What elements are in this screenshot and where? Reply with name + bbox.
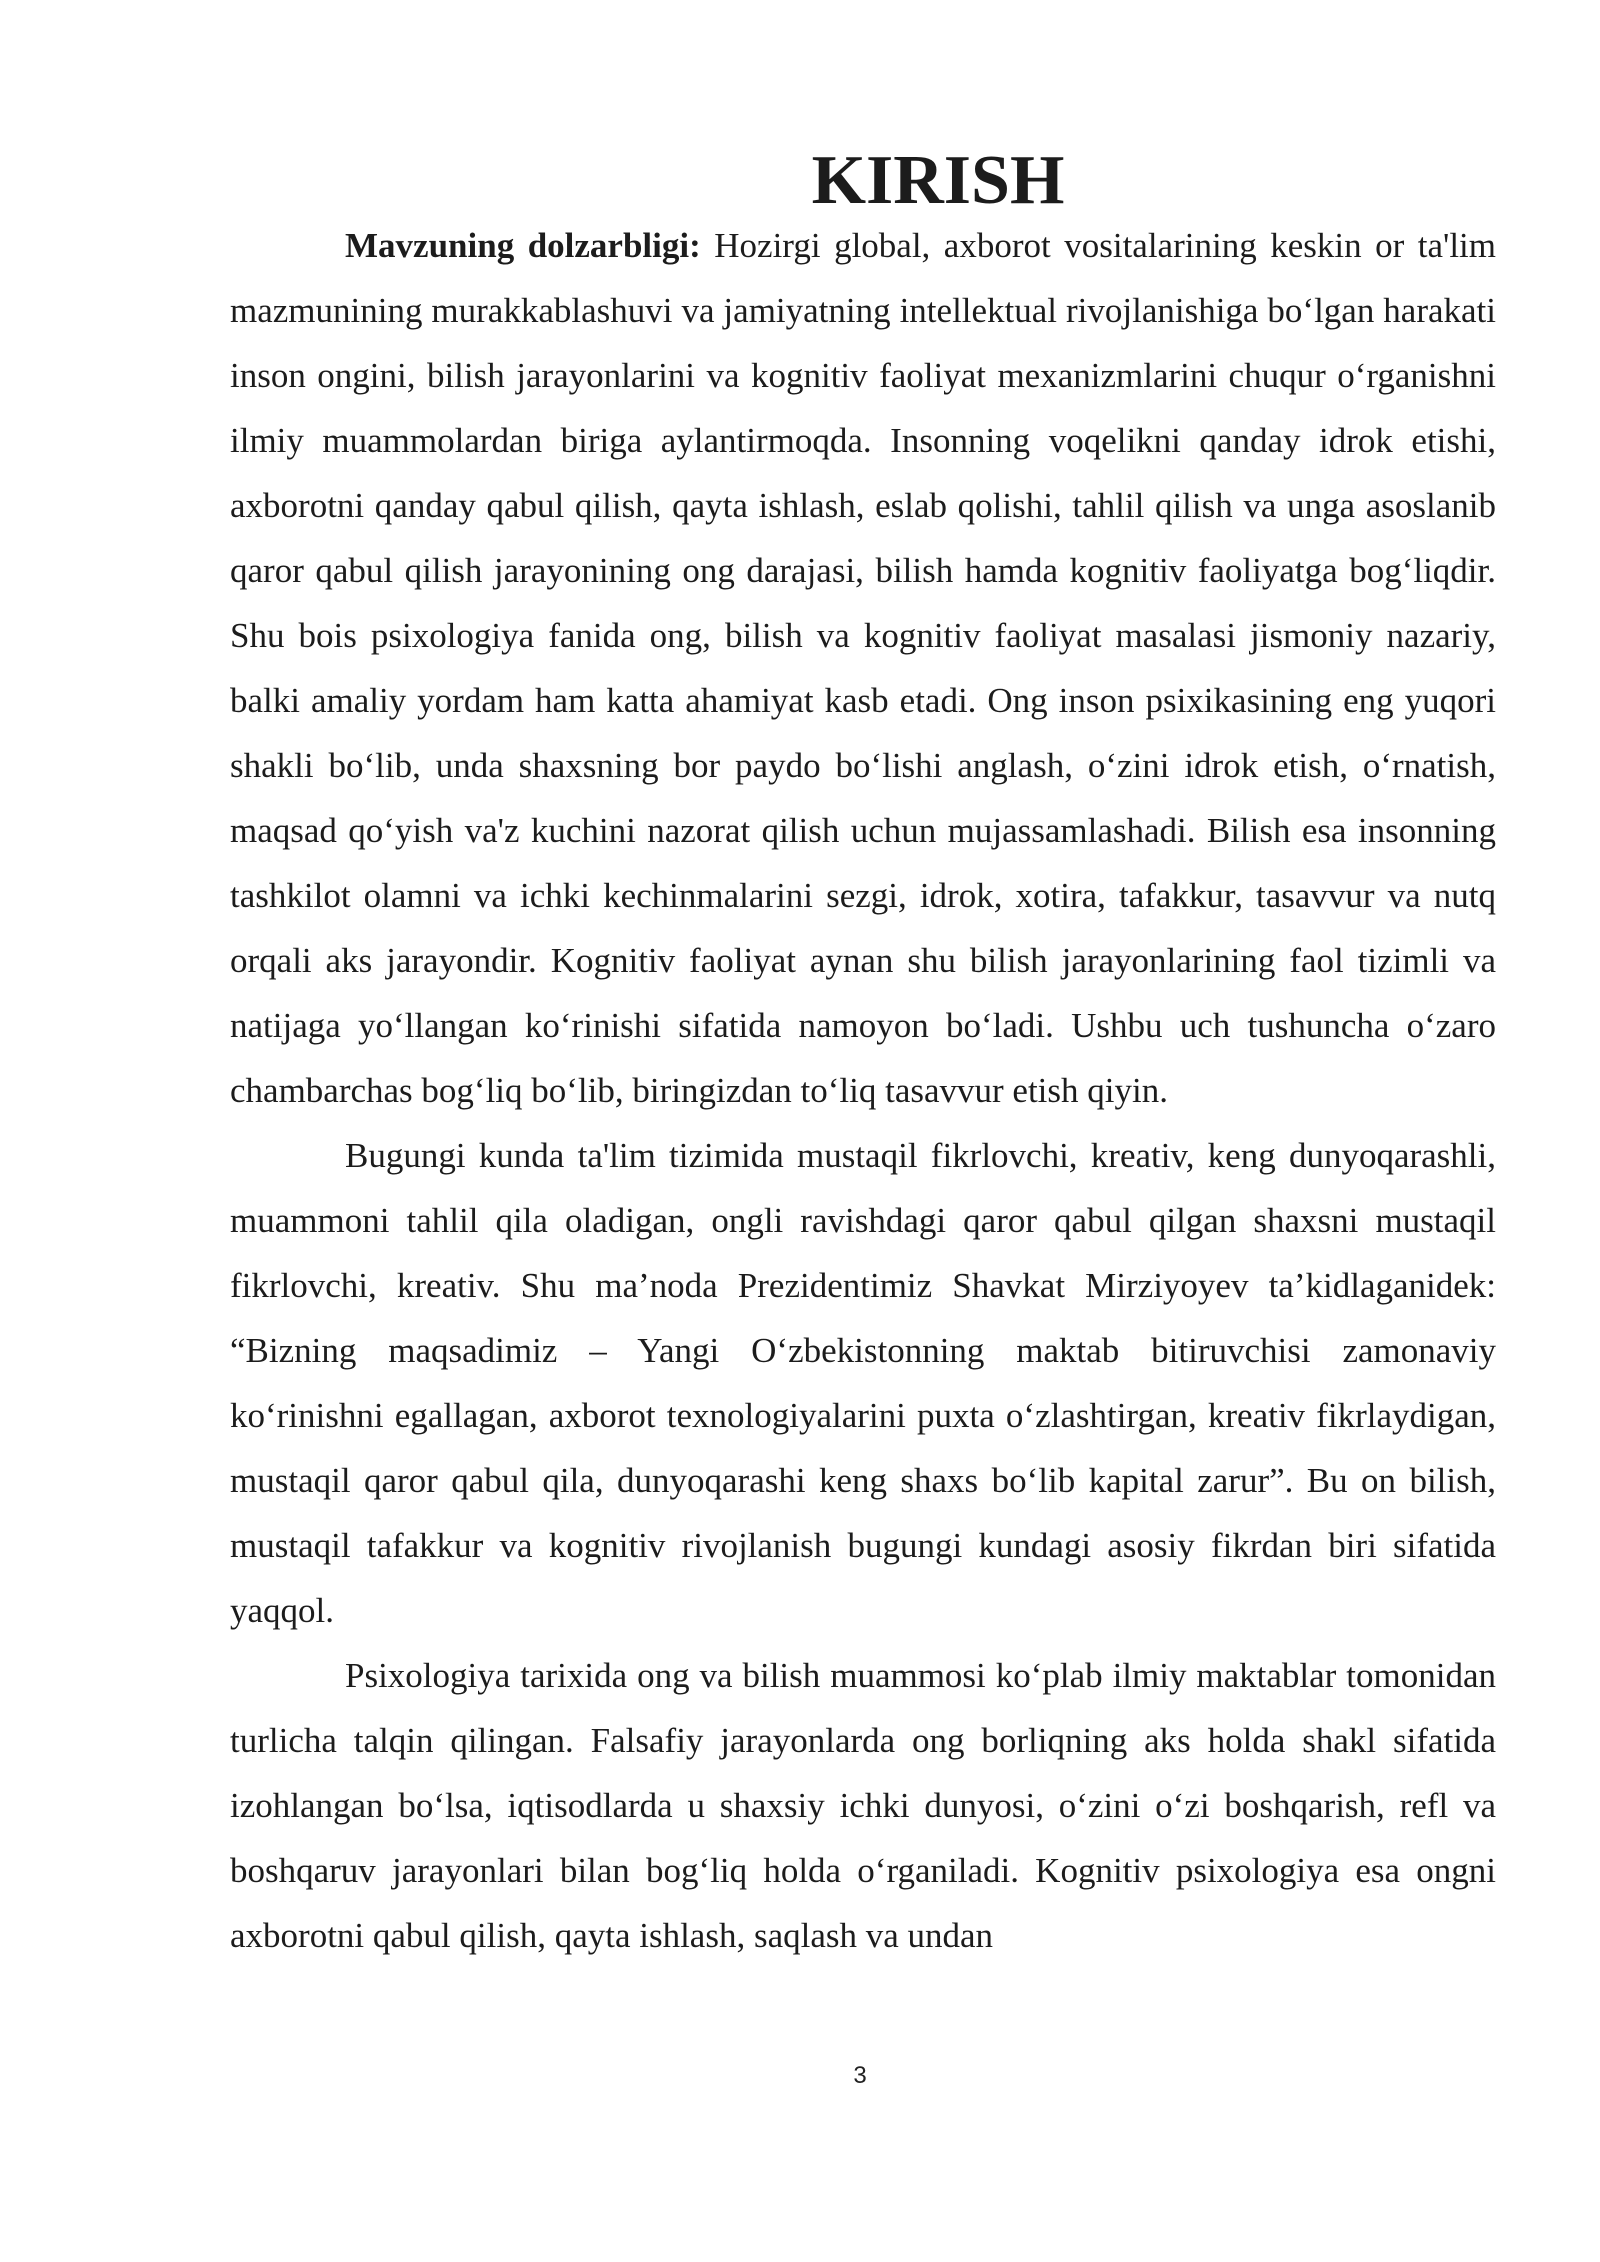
paragraph-lead-label: Mavzuning dolzarbligi: <box>345 226 701 265</box>
paragraph-relevance <box>230 213 1496 1123</box>
page-number: 3 <box>853 2062 867 2089</box>
paragraph-text: Hozirgi global, axborot vositalarining keskin or ta'lim mazmunining murakkablashuvi va jamiyatning intellektual rivojlanishiga bo‘lgan harakati inson ongini, bilish jarayonlarini va kognitiv faoliyat mexanizmlarini chuqur o‘rganishni ilmiy muammolardan biriga aylantirmoqda. Insonning voqelikni qanday idrok etishi, axborotni qanday qabul qilish, qayta ishlash, eslab qolishi, tahlil qilish va unga asoslanib qaror qabul qilish jarayonining ong darajasi, bilish hamda kognitiv faoliyatga bog‘liqdir. Shu bois psixologiya fanida ong, bilish va kognitiv faoliyat masalasi jismoniy nazariy, balki amaliy yordam ham katta ahamiyat kasb etadi. Ong inson psixikasining eng yuqori shakli bo‘lib, unda shaxsning bor paydo bo‘lishi anglash, o‘zini idrok etish, o‘rnatish, maqsad qo‘yish va'z kuchini nazorat qilish uchun mujassamlashadi. Bilish esa insonning tashkilot olamni va ichki kechinmalarini sezgi, idrok, xotira, tafakkur, tasavvur va nutq orqali aks jarayondir. Kognitiv faoliyat aynan shu bilish jarayonlarining faol tizimli va natijaga yo‘llangan ko‘rinishi sifatida namoyon bo‘ladi. Ushbu uch tushuncha o‘zaro chambarchas bog‘liq bo‘lib, biringizdan to‘liq tasavvur etish qiyin. <box>230 226 1497 1110</box>
paragraph-education: Bugungi kunda ta'lim tizimida mustaqil fikrlovchi, kreativ, keng dunyoqarashli, muammoni tahlil qila oladigan, ongli ravishdagi qaror qabul qilgan shaxsni mustaqil fikrlovchi, kreativ. Shu ma’noda Prezidentimiz Shavkat Mirziyoyev ta’kidlaganidek: “Bizning maqsadimiz – Yangi O‘zbekistonning maktab bitiruvchisi zamonaviy ko‘rinishni egallagan, axborot texnologiyalarini puxta o‘zlashtirgan, kreativ fikrlaydigan, mustaqil qaror qabul qila, dunyoqarashi keng shaxs bo‘lib kapital zarur”. Bu on bilish, mustaqil tafakkur va kognitiv rivojlanish bugungi kundagi asosiy fikrdan biri sifatida yaqqol. <box>230 1136 1496 1630</box>
section-heading: KIRISH <box>811 142 1065 219</box>
paragraph-history: Psixologiya tarixida ong va bilish muammosi ko‘plab ilmiy maktablar tomonidan turlicha talqin qilingan. Falsafiy jarayonlarda ong borliqning aks holda shakl sifatida izohlangan bo‘lsa, iqtisodlarda u shaxsiy ichki dunyosi, o‘zini o‘zi boshqarish, refl va boshqaruv jarayonlari bilan bog‘liq holda o‘rganiladi. Kognitiv psixologiya esa ongni axborotni qabul qilish, qayta ishlash, saqlash va undan <box>230 1656 1496 1955</box>
page-body <box>230 142 1497 1968</box>
